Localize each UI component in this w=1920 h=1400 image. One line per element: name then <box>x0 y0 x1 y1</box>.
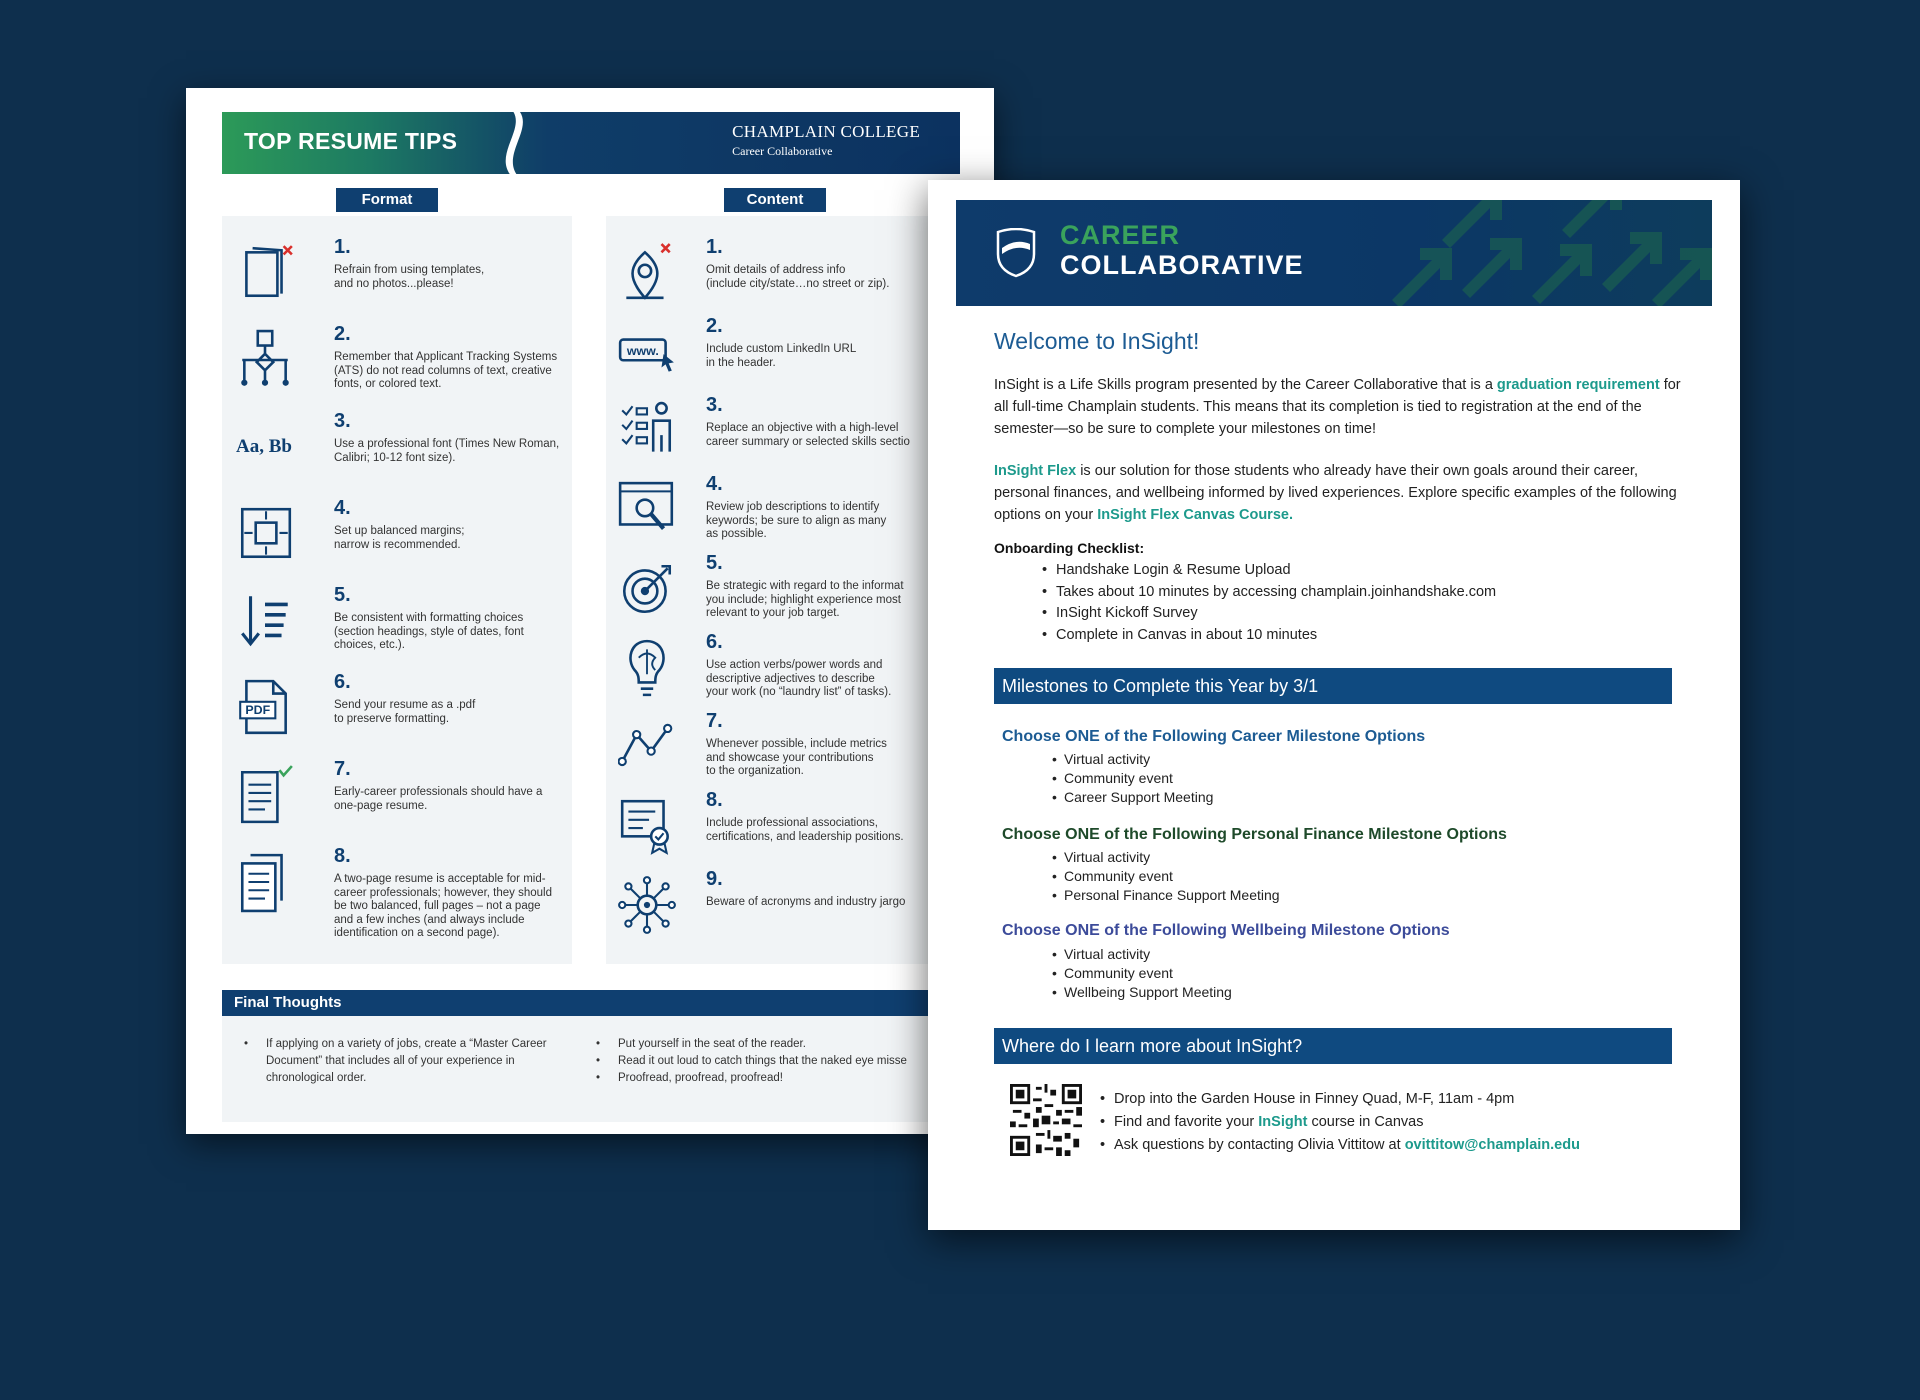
qr-code-icon[interactable] <box>1010 1084 1082 1156</box>
milestone-item: • Virtual activity <box>1052 750 1213 769</box>
wellbeing-milestone-heading: Choose ONE of the Following Wellbeing Milestone Options <box>1002 922 1450 939</box>
tip-text: Whenever possible, include metrics and showcase your contributions to the organization. <box>706 738 887 777</box>
milestone-item: • Career Support Meeting <box>1052 788 1213 807</box>
tip-text: Send your resume as a .pdf to preserve formatting. <box>334 699 476 725</box>
tip-number: 8. <box>706 789 723 811</box>
tip-number: 4. <box>334 497 351 519</box>
tip-text: Replace an objective with a high-level career summary or selected skills sectio <box>706 422 910 448</box>
intro-paragraph <box>994 374 1694 440</box>
learn-text: Find and favorite your <box>1114 1114 1259 1130</box>
intro-text: InSight is a Life Skills program presented by the Career Collaborative that is a <box>994 377 1497 393</box>
tip-item <box>222 584 572 664</box>
insight-flex-link[interactable]: InSight Flex <box>994 463 1077 479</box>
tip-number: 6. <box>706 631 723 653</box>
email-link[interactable]: ovittitow@champlain.edu <box>1404 1137 1580 1153</box>
welcome-heading: Welcome to InSight! <box>994 328 1200 354</box>
graduation-requirement-link[interactable]: graduation requirement <box>1496 377 1660 393</box>
college-brand <box>732 122 920 159</box>
svg-text:PDF: PDF <box>245 703 271 718</box>
banner-title-line2: COLLABORATIVE <box>1060 250 1304 280</box>
checklist-item: • InSight Kickoff Survey <box>1040 603 1496 625</box>
career-milestone-list <box>1052 750 1213 807</box>
flex-text: is our solution for those students who already have their own goals around their career, personal finances, and wellbeing informed by lived experiences. Explore specific examples of the following options on your <box>994 463 1677 523</box>
tip-text: Be consistent with formatting choices (section headings, style of dates, font choices, etc.). <box>334 612 524 651</box>
career-collaborative-banner <box>956 200 1712 306</box>
content-label: Content <box>724 188 826 212</box>
tip-item <box>222 758 572 838</box>
resume-tips-sheet <box>186 88 994 1134</box>
final-thought-item: • Put yourself in the seat of the reader. <box>592 1036 992 1053</box>
browser-search-icon <box>618 479 676 541</box>
two-pages-icon <box>236 851 294 913</box>
tip-text: Omit details of address info (include city/state…no street or zip). <box>706 264 890 290</box>
wellbeing-milestone-list <box>1052 945 1232 1002</box>
milestone-item: • Community event <box>1052 867 1280 886</box>
checklist-item: • Takes about 10 minutes by accessing champlain.joinhandshake.com <box>1040 582 1496 604</box>
tip-item <box>222 497 572 577</box>
pdf-file-icon <box>236 677 294 739</box>
intro-text: for all full-time Champlain students. This means that its completion is tied to registration at the end of the semester—so be sure to complete your milestones on time! <box>994 377 1681 437</box>
insight-sheet <box>928 180 1740 1230</box>
format-column <box>222 191 572 964</box>
network-gear-icon <box>618 874 676 936</box>
college-shield-icon <box>994 228 1038 278</box>
final-thought-item: • Proofread, proofread, proofread! <box>592 1070 992 1087</box>
arrows-pattern-icon <box>1372 200 1712 306</box>
tip-text: Review job descriptions to identify keywords; be sure to align as many as possible. <box>706 501 887 540</box>
tip-text: Include custom LinkedIn URL in the header. <box>706 343 857 369</box>
learn-text: Ask questions by contacting Olivia Vittitow at <box>1114 1137 1405 1153</box>
flex-canvas-course-link[interactable]: InSight Flex Canvas Course. <box>1097 507 1293 523</box>
tip-item <box>222 410 572 490</box>
brand-name: CHAMPLAIN COLLEGE <box>732 122 920 141</box>
milestone-item: • Community event <box>1052 964 1232 983</box>
ats-flowchart-icon <box>236 329 294 391</box>
font-icon <box>236 416 294 478</box>
final-thoughts-section <box>222 990 994 1122</box>
tip-item <box>222 671 572 751</box>
learn-item-garden-house: • Drop into the Garden House in Finney Quad, M-F, 11am - 4pm <box>1098 1088 1580 1111</box>
final-thoughts-label: Final Thoughts <box>222 990 994 1016</box>
finance-milestone-list <box>1052 848 1280 905</box>
milestone-item: • Personal Finance Support Meeting <box>1052 886 1280 905</box>
font-sample-text: Aa, Bb <box>236 436 292 457</box>
final-thoughts-left-list <box>240 1036 570 1087</box>
tip-item <box>222 323 572 403</box>
tip-text: Early-career professionals should have a one-page resume. <box>334 786 543 812</box>
resume-header-banner <box>222 112 960 174</box>
tip-item <box>222 845 572 939</box>
milestone-item: • Community event <box>1052 769 1213 788</box>
tip-number: 5. <box>706 552 723 574</box>
learn-item-canvas <box>1098 1111 1580 1134</box>
insight-course-link[interactable]: InSight <box>1258 1114 1308 1130</box>
tip-number: 2. <box>706 315 723 337</box>
banner-title-line1: CAREER <box>1060 220 1181 250</box>
tip-number: 1. <box>334 236 351 258</box>
checklist-item: • Handshake Login & Resume Upload <box>1040 560 1496 582</box>
target-icon <box>618 558 676 620</box>
tip-text: Be strategic with regard to the informat you include; highlight experience most relevant to your job target. <box>706 580 904 619</box>
sort-list-icon <box>236 590 294 652</box>
tip-text: Use action verbs/power words and descriptive adjectives to describe your work (no “laundry list” of tasks). <box>706 659 892 698</box>
milestones-bar: Milestones to Complete this Year by 3/1 <box>994 668 1672 704</box>
tip-number: 7. <box>706 710 723 732</box>
banner-wave-divider <box>490 112 540 174</box>
location-pin-x-icon <box>618 242 676 304</box>
final-thought-item: • Read it out loud to catch things that the naked eye misse <box>592 1053 992 1070</box>
document-check-icon <box>236 764 294 826</box>
tip-number: 6. <box>334 671 351 693</box>
onboarding-label: Onboarding Checklist: <box>994 540 1145 556</box>
final-thought-item: • If applying on a variety of jobs, create a “Master Career Document” that includes all of your experience in chronological order. <box>240 1036 570 1087</box>
tip-item <box>222 236 572 316</box>
tip-number: 1. <box>706 236 723 258</box>
tip-number: 2. <box>334 323 351 345</box>
format-label: Format <box>336 188 438 212</box>
finance-milestone-heading: Choose ONE of the Following Personal Finance Milestone Options <box>1002 826 1507 843</box>
milestone-item: • Wellbeing Support Meeting <box>1052 983 1232 1002</box>
www-click-icon <box>618 321 676 383</box>
onboarding-checklist <box>1040 560 1496 646</box>
tip-number: 4. <box>706 473 723 495</box>
checklist-person-icon <box>618 400 676 462</box>
tip-number: 3. <box>706 394 723 416</box>
milestone-item: • Virtual activity <box>1052 945 1232 964</box>
tip-text: Include professional associations, certifications, and leadership positions. <box>706 817 904 843</box>
milestone-item: • Virtual activity <box>1052 848 1280 867</box>
line-graph-icon <box>618 716 676 778</box>
learn-more-bar: Where do I learn more about InSight? <box>994 1028 1672 1064</box>
margins-icon <box>236 503 294 565</box>
tip-text: Set up balanced margins; narrow is recommended. <box>334 525 465 551</box>
lightbulb-brain-icon <box>618 637 676 699</box>
brand-subname: Career Collaborative <box>732 144 833 158</box>
learn-text: course in Canvas <box>1307 1114 1424 1130</box>
svg-text:www.: www. <box>626 344 659 359</box>
learn-more-list <box>1098 1088 1580 1157</box>
resume-title: TOP RESUME TIPS <box>244 128 458 154</box>
tip-text: Beware of acronyms and industry jargo <box>706 896 906 908</box>
tip-text: Remember that Applicant Tracking Systems (ATS) do not read columns of text, creative fonts, or colored text. <box>334 351 558 390</box>
tip-text: Use a professional font (Times New Roman, Calibri; 10-12 font size). <box>334 438 560 464</box>
flex-paragraph <box>994 460 1694 526</box>
folder-x-icon <box>236 242 294 304</box>
learn-item-contact <box>1098 1134 1580 1157</box>
certificate-icon <box>618 795 676 857</box>
tip-number: 8. <box>334 845 351 867</box>
tip-text: A two-page resume is acceptable for mid-career professionals; however, they should be two balanced, full pages – not a page and a few inches (and always include identification on a second page). <box>334 873 552 939</box>
tip-number: 9. <box>706 868 723 890</box>
tip-text: Refrain from using templates, and no photos...please! <box>334 264 485 290</box>
tip-number: 5. <box>334 584 351 606</box>
career-milestone-heading: Choose ONE of the Following Career Milestone Options <box>1002 728 1426 745</box>
tip-number: 7. <box>334 758 351 780</box>
checklist-item: • Complete in Canvas in about 10 minutes <box>1040 625 1496 647</box>
tip-number: 3. <box>334 410 351 432</box>
